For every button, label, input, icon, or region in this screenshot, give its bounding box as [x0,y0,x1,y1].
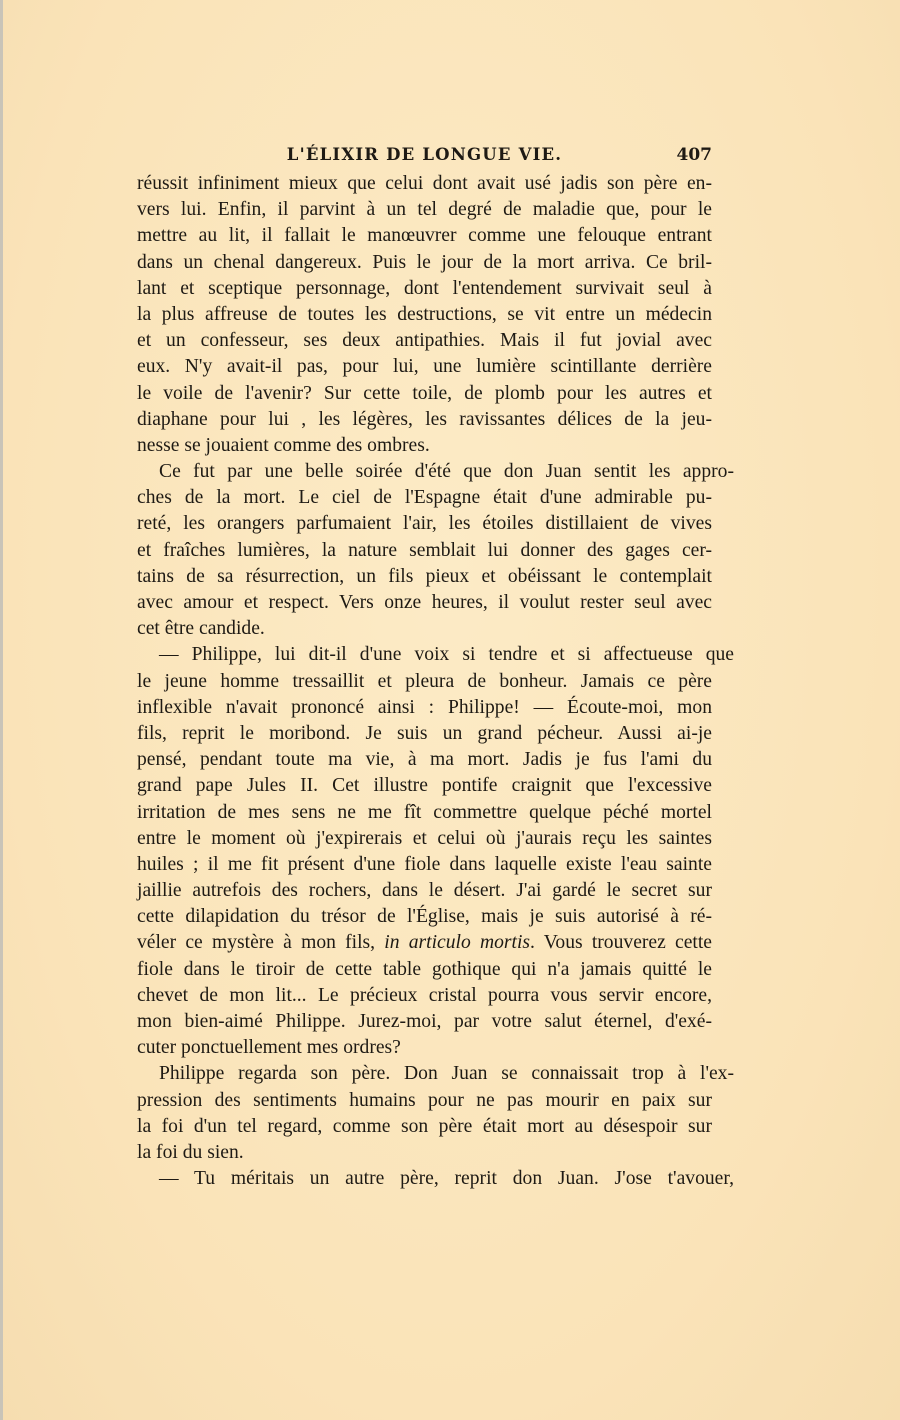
text-line: grand pape Jules II. Cet illustre pontife craignit que l'excessive [137,775,712,797]
text-line: — Philippe, lui dit-il d'une voix si tendre et si affectueuse que [159,644,734,666]
text-line: mon bien-aimé Philippe. Jurez-moi, par votre salut éternel, d'exé- [137,1011,712,1032]
text-line: le voile de l'avenir? Sur cette toile, de plomb pour les autres et [137,382,712,404]
text-line: fils, reprit le moribond. Je suis un grand pécheur. Aussi ai-je [137,722,712,744]
text-line: irritation de mes sens ne me fît commettre quelque péché mortel [137,801,712,823]
text-line: la foi du sien. [137,1141,244,1163]
text-line [137,930,712,956]
text-segment: . Vous trouverez cette [530,932,712,954]
text-line: vers lui. Enfin, il parvint à un tel degré de maladie que, pour le [137,199,712,221]
text-line: réussit infiniment mieux que celui dont avait usé jadis son père en- [137,173,712,194]
body-text [137,171,734,1192]
text-line: cet être candide. [137,618,265,640]
text-line: lant et sceptique personnage, dont l'entendement survivait seul à [137,277,712,299]
running-title: L'ÉLIXIR DE LONGUE VIE. [286,145,563,164]
page-edge [0,0,3,1420]
text-line: le jeune homme tressaillit et pleura de bonheur. Jamais ce père [137,670,712,692]
text-line: cette dilapidation du trésor de l'Église, mais je suis autorisé à ré- [137,906,712,928]
text-segment: véler ce mystère à mon fils, [137,932,385,954]
text-line: inflexible n'avait prononcé ainsi : Philippe! — Écoute-moi, mon [137,696,712,718]
text-line: huiles ; il me fit présent d'une fiole dans laquelle existe l'eau sainte [137,853,712,875]
text-line: — Tu méritais un autre père, reprit don Juan. J'ose t'avouer, [159,1168,734,1190]
text-line: fiole dans le tiroir de cette table gothique qui n'a jamais quitté le [137,958,712,980]
text-line: tains de sa résurrection, un fils pieux et obéissant le contemplait [137,565,712,587]
text-line: ches de la mort. Le ciel de l'Espagne était d'une admirable pu- [137,487,712,509]
italic-phrase: in articulo mortis [384,932,531,954]
text-line: jaillie autrefois des rochers, dans le désert. J'ai gardé le secret sur [137,880,712,902]
text-line: chevet de mon lit... Le précieux cristal pourra vous servir encore, [137,984,712,1006]
text-line: la plus affreuse de toutes les destructions, se vit entre un médecin [137,303,712,325]
text-line: eux. N'y avait-il pas, pour lui, une lumière scintillante derrière [137,356,712,378]
running-head [137,142,712,168]
page-number: 407 [676,145,712,165]
text-line: la foi d'un tel regard, comme son père était mort au désespoir sur [137,1115,712,1137]
text-line: mettre au lit, il fallait le manœuvrer comme une felouque entrant [137,225,712,247]
text-line: cuter ponctuellement mes ordres? [137,1037,401,1059]
text-line: diaphane pour lui , les légères, les ravissantes délices de la jeu- [137,408,712,430]
text-line: et un confesseur, ses deux antipathies. Mais il fut jovial avec [137,330,712,352]
text-line: Philippe regarda son père. Don Juan se connaissait trop à l'ex- [159,1063,734,1085]
text-line: pensé, pendant toute ma vie, à ma mort. Jadis je fus l'ami du [137,749,712,771]
text-line: entre le moment où j'expirerais et celui où j'aurais reçu les saintes [137,827,712,849]
text-line: pression des sentiments humains pour ne pas mourir en paix sur [137,1089,712,1111]
text-line: dans un chenal dangereux. Puis le jour de la mort arriva. Ce bril- [137,251,712,273]
text-line: Ce fut par une belle soirée d'été que don Juan sentit les appro- [159,461,734,483]
text-line: avec amour et respect. Vers onze heures, il voulut rester seul avec [137,592,712,613]
text-line: et fraîches lumières, la nature semblait lui donner des gages cer- [137,539,712,561]
text-line: nesse se jouaient comme des ombres. [137,434,430,456]
text-line: reté, les orangers parfumaient l'air, les étoiles distillaient de vives [137,513,712,535]
